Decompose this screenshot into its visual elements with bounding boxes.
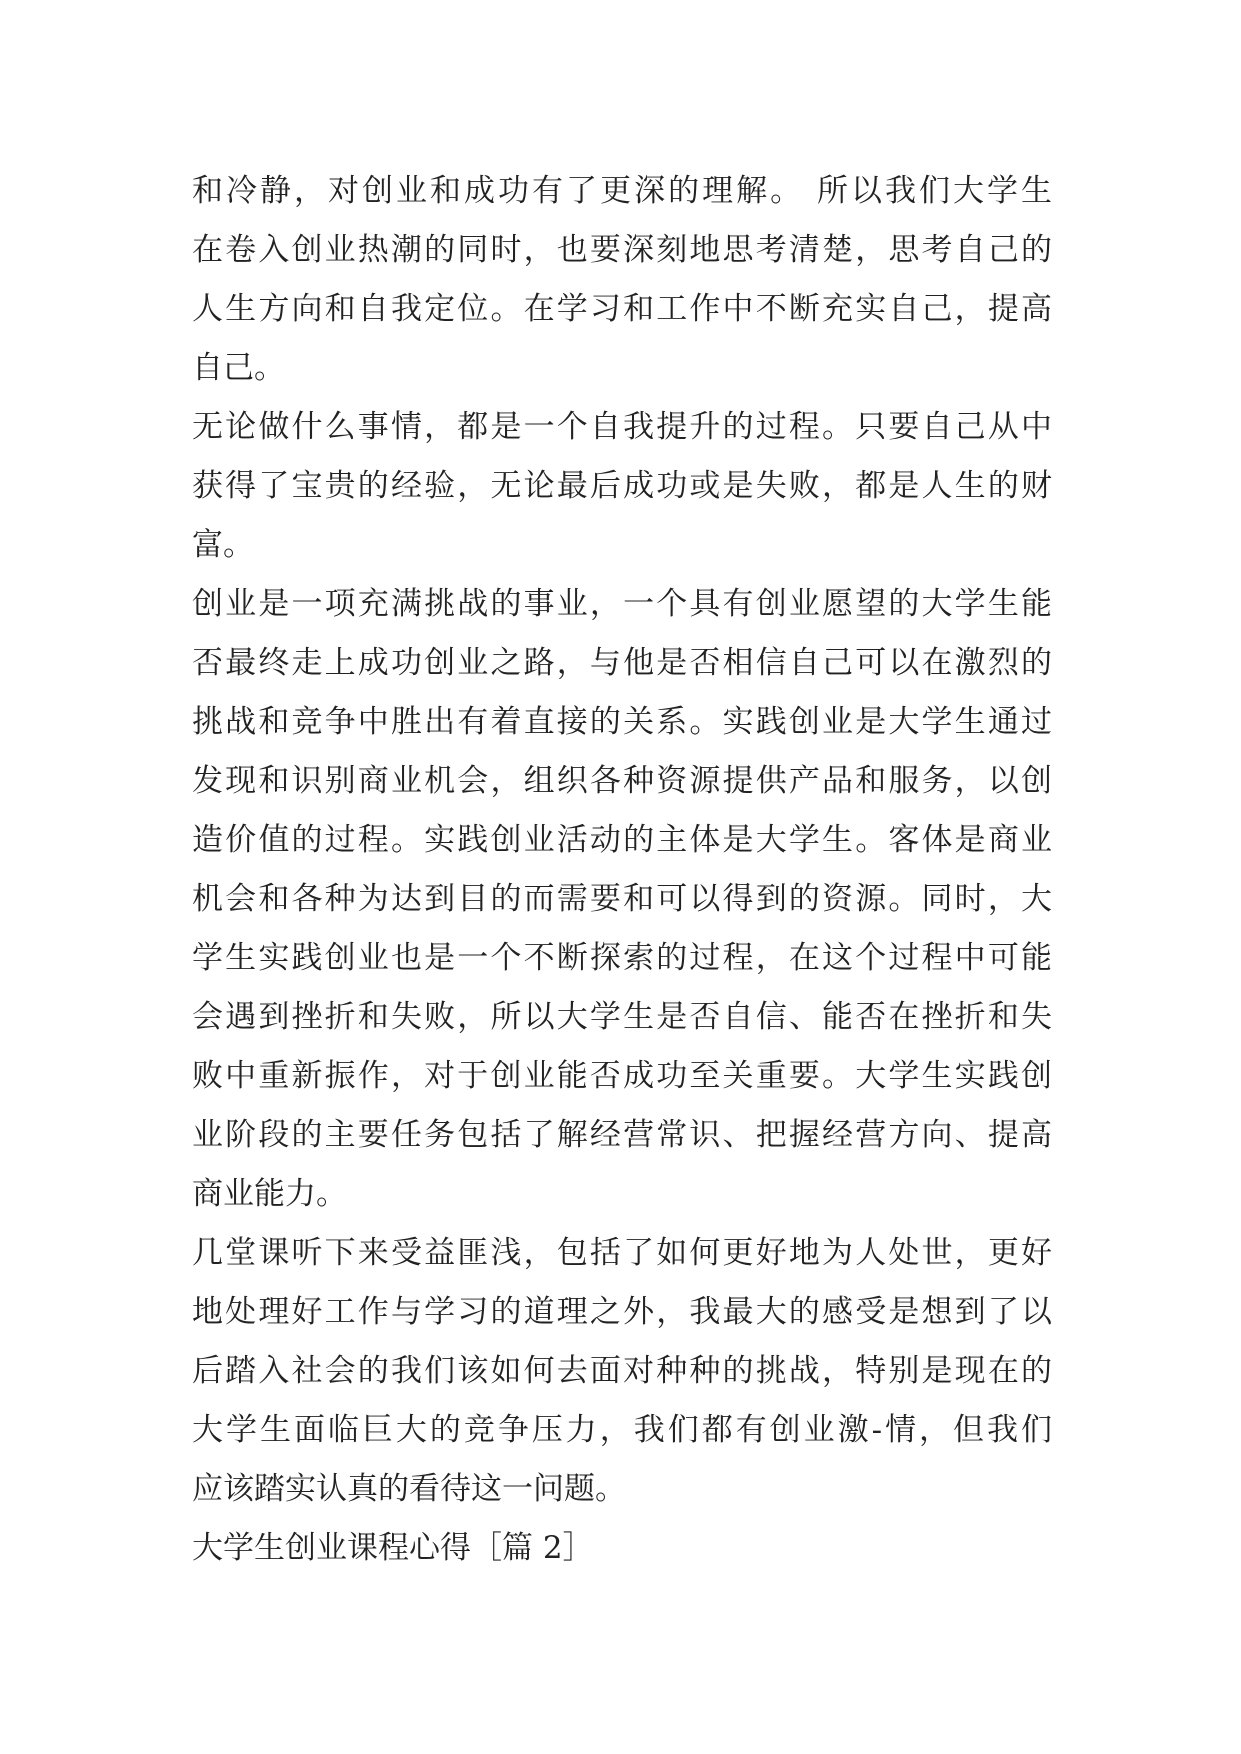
text-line: 发现和识别商业机会，组织各种资源提供产品和服务，以创 <box>192 763 1052 799</box>
text-line: 应该踏实认真的看待这一问题。 <box>192 1471 626 1507</box>
text-line: 商业能力。 <box>192 1176 347 1212</box>
text-line: 无论做什么事情，都是一个自我提升的过程。只要自己从中 <box>192 409 1052 445</box>
text-line: 在卷入创业热潮的同时，也要深刻地思考清楚，思考自己的 <box>192 232 1052 268</box>
text-line: 挑战和竞争中胜出有着直接的关系。实践创业是大学生通过 <box>192 704 1052 740</box>
text-line: 机会和各种为达到目的而需要和可以得到的资源。同时，大 <box>192 881 1052 917</box>
text-line: 学生实践创业也是一个不断探索的过程，在这个过程中可能 <box>192 940 1052 976</box>
text-line: 和冷静，对创业和成功有了更深的理解。 所以我们大学生 <box>192 173 1052 209</box>
text-line: 人生方向和自我定位。在学习和工作中不断充实自己，提高 <box>192 291 1052 327</box>
document-body <box>192 162 1052 1578</box>
text-line: 创业是一项充满挑战的事业，一个具有创业愿望的大学生能 <box>192 586 1052 622</box>
text-line: 获得了宝贵的经验，无论最后成功或是失败，都是人生的财 <box>192 468 1052 504</box>
text-line: 会遇到挫折和失败，所以大学生是否自信、能否在挫折和失 <box>192 999 1052 1035</box>
text-line: 地处理好工作与学习的道理之外，我最大的感受是想到了以 <box>192 1294 1052 1330</box>
text-line: 大学生面临巨大的竞争压力，我们都有创业激-情，但我们 <box>192 1412 1052 1448</box>
text-line: 业阶段的主要任务包括了解经营常识、把握经营方向、提高 <box>192 1117 1052 1153</box>
document-page <box>192 162 1052 1578</box>
text-line: 否最终走上成功创业之路，与他是否相信自己可以在激烈的 <box>192 645 1052 681</box>
text-line: 造价值的过程。实践创业活动的主体是大学生。客体是商业 <box>192 822 1052 858</box>
text-line: 自己。 <box>192 350 285 386</box>
text-line: 富。 <box>192 527 254 563</box>
text-line: 几堂课听下来受益匪浅，包括了如何更好地为人处世，更好 <box>192 1235 1052 1271</box>
text-line: 后踏入社会的我们该如何去面对种种的挑战，特别是现在的 <box>192 1353 1052 1389</box>
text-line: 败中重新振作，对于创业能否成功至关重要。大学生实践创 <box>192 1058 1052 1094</box>
section-heading: 大学生创业课程心得［篇 2］ <box>192 1530 594 1566</box>
